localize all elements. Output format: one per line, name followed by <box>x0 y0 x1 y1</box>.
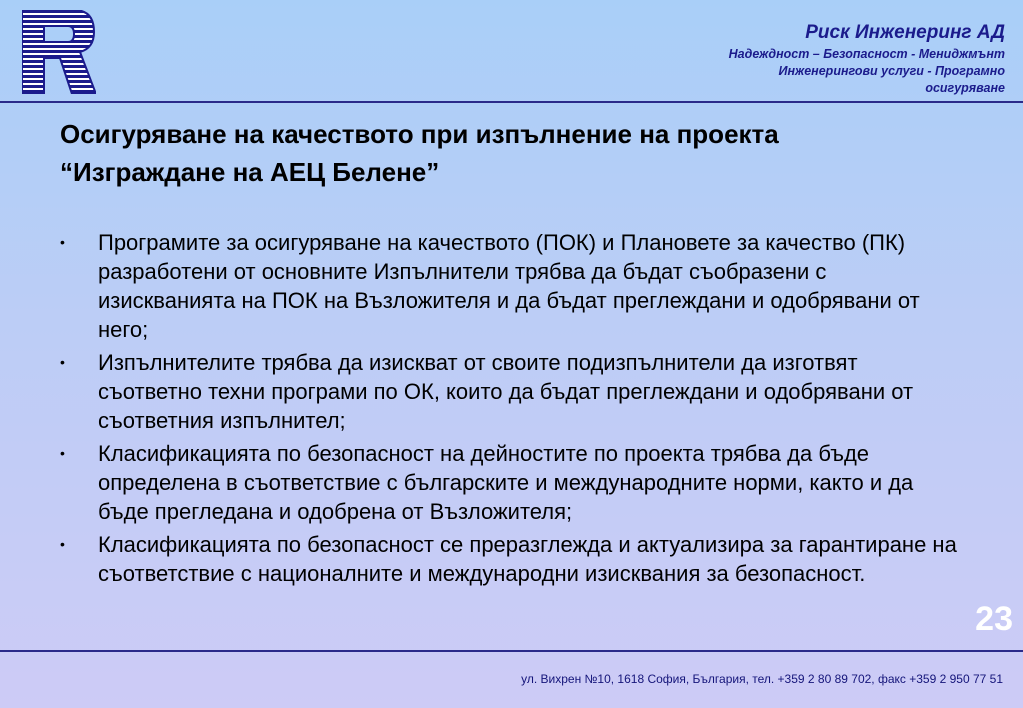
company-logo <box>22 10 96 94</box>
company-tagline-line1: Надеждност – Безопасност - Мениджмънт <box>728 47 1005 61</box>
slide-title-line2: “Изграждане на АЕЦ Белене” <box>60 157 440 187</box>
bullet-item <box>60 228 960 344</box>
footer-address: ул. Вихрен №10, 1618 София, България, тел. +359 2 80 89 702, факс +359 2 950 77 51 <box>521 672 1003 686</box>
company-header <box>729 22 1005 97</box>
header-divider <box>0 101 1023 103</box>
company-tagline-line2: Инженерингови услуги - Програмно <box>778 64 1005 78</box>
company-name: Риск Инженеринг АД <box>805 22 1005 43</box>
bullet-icon: • <box>60 354 65 370</box>
bullet-item <box>60 530 960 588</box>
bullet-text: Класификацията по безопасност на дейностите по проекта трябва да бъде определена в съответствие с българските и международните норми, както и да бъде прегледана и одобрена от Възложителя; <box>98 441 914 524</box>
bullet-text: Изпълнителите трябва да изискват от своите подизпълнители да изготвят съответно техни програми по ОК, които да бъдат преглеждани и одобрявани от съответния изпълнител; <box>98 350 914 433</box>
bullet-text: Класификацията по безопасност се преразглежда и актуализира за гарантиране на съответствие с националните и международни изисквания за безопасност. <box>98 532 957 586</box>
bullet-item <box>60 348 960 435</box>
bullet-icon: • <box>60 536 65 552</box>
bullet-list <box>60 228 960 592</box>
bullet-text: Програмите за осигуряване на качеството (ПОК) и Плановете за качество (ПК) разработени от основните Изпълнители трябва да бъдат съобразени с изискванията на ПОК на Възложителя и да бъдат преглеждани и одобрявани от него; <box>98 230 920 342</box>
bullet-icon: • <box>60 234 65 250</box>
bullet-item <box>60 439 960 526</box>
slide-title-line1: Осигуряване на качеството при изпълнение на проекта <box>60 119 779 149</box>
footer-divider <box>0 650 1023 652</box>
bullet-icon: • <box>60 445 65 461</box>
slide-title <box>60 115 980 191</box>
company-tagline-line3: осигуряване <box>925 81 1005 95</box>
page-number: 23 <box>975 600 1013 638</box>
